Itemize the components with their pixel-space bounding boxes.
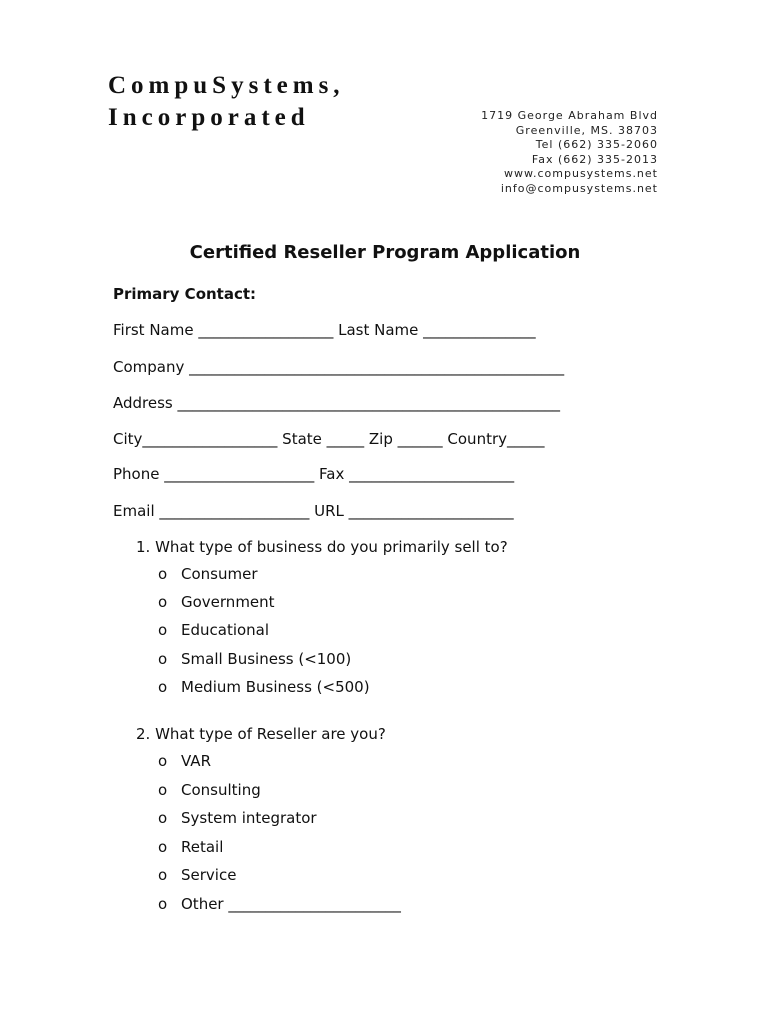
company-name: [108, 70, 345, 134]
address-city: Greenville, MS. 38703: [515, 123, 658, 137]
company-name-line2: Incorporated: [108, 104, 310, 131]
option-label: Educational: [181, 621, 270, 639]
question-1-option[interactable]: [158, 650, 351, 668]
question-2-option[interactable]: [158, 838, 223, 856]
option-label: System integrator: [181, 809, 317, 827]
question-2-option[interactable]: [158, 866, 236, 884]
option-bullet: o: [158, 838, 168, 856]
option-bullet: o: [158, 809, 168, 827]
option-bullet: o: [158, 895, 168, 913]
question-1-option[interactable]: [158, 593, 275, 611]
question-2-option[interactable]: [158, 781, 261, 799]
question-2-option[interactable]: [158, 809, 317, 827]
section-heading-primary-contact: Primary Contact:: [113, 285, 257, 303]
option-label: Consumer: [181, 565, 258, 583]
option-label: Small Business (<100): [181, 650, 352, 668]
option-bullet: o: [158, 781, 168, 799]
field-location[interactable]: City__________________ State _____ Zip ______ Country_____: [113, 430, 545, 448]
form-title: Certified Reseller Program Application: [189, 242, 581, 263]
option-label: Service: [181, 866, 237, 884]
option-label: Retail: [181, 838, 224, 856]
field-company[interactable]: Company __________________________________________________: [113, 358, 565, 376]
question-1-option[interactable]: [158, 621, 269, 639]
option-bullet: o: [158, 752, 168, 770]
question-1: 1. What type of business do you primarily sell to?: [136, 538, 508, 556]
option-label: Consulting: [181, 781, 261, 799]
address-fax: Fax (662) 335-2013: [531, 152, 658, 166]
field-email-url[interactable]: Email ____________________ URL ______________________: [113, 502, 514, 520]
option-bullet: o: [158, 650, 168, 668]
option-bullet: o: [158, 621, 168, 639]
field-address[interactable]: Address ___________________________________________________: [113, 394, 561, 412]
address-email: info@compusystems.net: [500, 181, 658, 195]
option-bullet: o: [158, 866, 168, 884]
company-name-line1: CompuSystems,: [108, 72, 345, 99]
question-2-option[interactable]: [158, 895, 401, 913]
option-label: Government: [181, 593, 275, 611]
address-street: 1719 George Abraham Blvd: [481, 109, 658, 122]
question-1-option[interactable]: [158, 678, 370, 696]
address-website: www.compusystems.net: [504, 167, 658, 181]
question-2: 2. What type of Reseller are you?: [136, 725, 386, 743]
option-label: VAR: [181, 752, 211, 770]
field-phone-fax[interactable]: Phone ____________________ Fax ______________________: [113, 465, 515, 483]
option-label: Medium Business (<500): [181, 678, 370, 696]
question-1-option[interactable]: [158, 565, 258, 583]
field-name[interactable]: First Name __________________ Last Name _______________: [113, 321, 536, 339]
option-bullet: o: [158, 565, 168, 583]
address-tel: Tel (662) 335-2060: [535, 138, 658, 152]
option-bullet: o: [158, 678, 168, 696]
option-label: Other _______________________: [181, 895, 401, 913]
question-2-option[interactable]: [158, 752, 211, 770]
company-address: [481, 109, 658, 197]
option-bullet: o: [158, 593, 168, 611]
